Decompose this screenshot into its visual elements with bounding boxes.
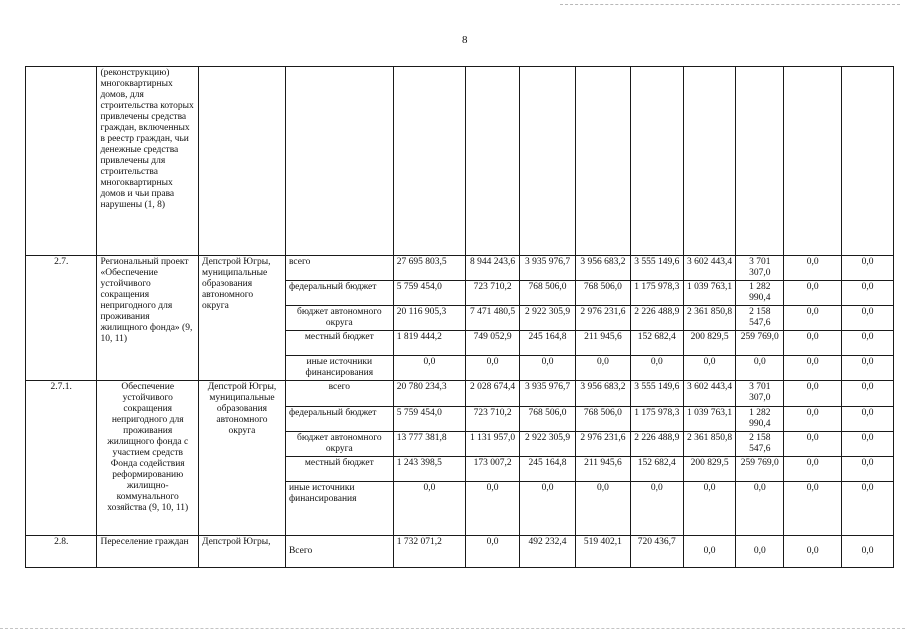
funding-source: иные источники финансирования xyxy=(285,482,393,536)
year-value: 0,0 xyxy=(842,381,894,407)
executor: Депстрой Югры, муниципальные образования автономного округа xyxy=(198,256,285,381)
year-value: 8 944 243,6 xyxy=(466,256,520,281)
year-value: 200 829,5 xyxy=(683,457,736,482)
total-value: 1 732 071,2 xyxy=(393,536,466,568)
year-value: 2 226 488,9 xyxy=(630,306,683,331)
year-value: 2 028 674,4 xyxy=(466,381,520,407)
year-value: 152 682,4 xyxy=(630,331,683,356)
year-value: 1 131 957,0 xyxy=(466,432,520,457)
row-number: 2.8. xyxy=(26,536,97,568)
year-value: 0,0 xyxy=(842,432,894,457)
total-value: 27 695 803,5 xyxy=(393,256,466,281)
year-value: 211 945,6 xyxy=(575,331,630,356)
year-value: 0,0 xyxy=(842,256,894,281)
cell-source xyxy=(285,67,393,256)
page-number: 8 xyxy=(462,34,468,46)
cell-num xyxy=(26,67,97,256)
funding-source: Всего xyxy=(285,536,393,568)
year-value: 768 506,0 xyxy=(575,407,630,432)
year-value: 2 158 547,6 xyxy=(736,432,784,457)
budget-table xyxy=(25,66,894,568)
funding-source: федеральный бюджет xyxy=(285,281,393,306)
funding-source: местный бюджет xyxy=(285,331,393,356)
cell-year xyxy=(736,67,784,256)
total-value: 0,0 xyxy=(393,356,466,381)
total-value: 1 243 398,5 xyxy=(393,457,466,482)
year-value: 492 232,4 xyxy=(520,536,576,568)
funding-source: всего xyxy=(285,256,393,281)
year-value: 3 555 149,6 xyxy=(630,256,683,281)
year-value: 2 922 305,9 xyxy=(520,306,576,331)
year-value: 0,0 xyxy=(784,381,842,407)
year-value: 768 506,0 xyxy=(520,281,576,306)
cell-year xyxy=(784,67,842,256)
year-value: 0,0 xyxy=(683,356,736,381)
year-value: 3 555 149,6 xyxy=(630,381,683,407)
year-value: 3 935 976,7 xyxy=(520,381,576,407)
year-value: 0,0 xyxy=(784,536,842,568)
funding-source: всего xyxy=(285,381,393,407)
year-value: 0,0 xyxy=(575,482,630,536)
year-value: 2 226 488,9 xyxy=(630,432,683,457)
year-value: 0,0 xyxy=(466,482,520,536)
year-value: 0,0 xyxy=(784,407,842,432)
year-value: 3 701 307,0 xyxy=(736,381,784,407)
cell-executor xyxy=(198,67,285,256)
project-name: Региональный проект «Обеспечение устойчивого сокращения непригодного для проживания жилищного фонда» (9, 10, 11) xyxy=(97,256,199,381)
funding-source: иные источники финансирования xyxy=(285,356,393,381)
year-value: 2 976 231,6 xyxy=(575,306,630,331)
year-value: 0,0 xyxy=(842,482,894,536)
year-value: 0,0 xyxy=(842,536,894,568)
year-value: 1 039 763,1 xyxy=(683,281,736,306)
funding-source: местный бюджет xyxy=(285,457,393,482)
year-value: 0,0 xyxy=(784,306,842,331)
year-value: 1 282 990,4 xyxy=(736,407,784,432)
row-number: 2.7. xyxy=(26,256,97,381)
year-value: 0,0 xyxy=(784,432,842,457)
year-value: 2 158 547,6 xyxy=(736,306,784,331)
year-value: 3 701 307,0 xyxy=(736,256,784,281)
year-value: 0,0 xyxy=(842,281,894,306)
year-value: 3 935 976,7 xyxy=(520,256,576,281)
year-value: 2 361 850,8 xyxy=(683,306,736,331)
year-value: 0,0 xyxy=(520,482,576,536)
year-value: 2 922 305,9 xyxy=(520,432,576,457)
year-value: 3 602 443,4 xyxy=(683,256,736,281)
total-value: 5 759 454,0 xyxy=(393,407,466,432)
year-value: 0,0 xyxy=(784,281,842,306)
cell-year xyxy=(520,67,576,256)
cell-year xyxy=(630,67,683,256)
year-value: 0,0 xyxy=(784,482,842,536)
year-value: 768 506,0 xyxy=(575,281,630,306)
year-value: 0,0 xyxy=(466,536,520,568)
project-name: Обеспечение устойчивого сокращения непригодного для проживания жилищного фонда с участием средств Фонда содействия реформированию жилищно-коммунального хозяйства (9, 10, 11) xyxy=(97,381,199,536)
year-value: 173 007,2 xyxy=(466,457,520,482)
table-row xyxy=(26,256,894,281)
total-value: 1 819 444,2 xyxy=(393,331,466,356)
total-value: 0,0 xyxy=(393,482,466,536)
year-value: 152 682,4 xyxy=(630,457,683,482)
year-value: 3 956 683,2 xyxy=(575,256,630,281)
table-row xyxy=(26,381,894,407)
year-value: 0,0 xyxy=(575,356,630,381)
year-value: 0,0 xyxy=(784,457,842,482)
year-value: 0,0 xyxy=(784,256,842,281)
cell-year xyxy=(466,67,520,256)
cell-year xyxy=(842,67,894,256)
year-value: 0,0 xyxy=(630,356,683,381)
year-value: 0,0 xyxy=(683,482,736,536)
scan-artifact-top xyxy=(560,4,900,6)
year-value: 1 175 978,3 xyxy=(630,281,683,306)
year-value: 211 945,6 xyxy=(575,457,630,482)
year-value: 259 769,0 xyxy=(736,331,784,356)
year-value: 7 471 480,5 xyxy=(466,306,520,331)
total-value: 20 116 905,3 xyxy=(393,306,466,331)
total-value: 20 780 234,3 xyxy=(393,381,466,407)
year-value: 200 829,5 xyxy=(683,331,736,356)
year-value: 0,0 xyxy=(736,482,784,536)
year-value: 3 602 443,4 xyxy=(683,381,736,407)
year-value: 0,0 xyxy=(842,356,894,381)
year-value: 1 039 763,1 xyxy=(683,407,736,432)
cell-name: (реконструкцию) многоквартирных домов, для строительства которых привлечены средства граждан, включенных в реестр граждан, чьи денежные средства привлечены для строительства многоквартирных домов и чьи права нарушены (1, 8) xyxy=(97,67,199,256)
year-value: 720 436,7 xyxy=(630,536,683,568)
total-value: 13 777 381,8 xyxy=(393,432,466,457)
funding-source: бюджет автономного округа xyxy=(285,306,393,331)
year-value: 0,0 xyxy=(683,536,736,568)
cell-year xyxy=(683,67,736,256)
year-value: 0,0 xyxy=(466,356,520,381)
year-value: 1 175 978,3 xyxy=(630,407,683,432)
year-value: 768 506,0 xyxy=(520,407,576,432)
year-value: 749 052,9 xyxy=(466,331,520,356)
project-name: Переселение граждан xyxy=(97,536,199,568)
year-value: 0,0 xyxy=(842,457,894,482)
year-value: 2 361 850,8 xyxy=(683,432,736,457)
year-value: 723 710,2 xyxy=(466,407,520,432)
year-value: 0,0 xyxy=(784,331,842,356)
year-value: 723 710,2 xyxy=(466,281,520,306)
year-value: 519 402,1 xyxy=(575,536,630,568)
year-value: 0,0 xyxy=(736,356,784,381)
year-value: 3 956 683,2 xyxy=(575,381,630,407)
year-value: 0,0 xyxy=(784,356,842,381)
year-value: 0,0 xyxy=(842,306,894,331)
scan-artifact-bottom xyxy=(0,628,905,630)
total-value: 5 759 454,0 xyxy=(393,281,466,306)
year-value: 259 769,0 xyxy=(736,457,784,482)
row-number: 2.7.1. xyxy=(26,381,97,536)
year-value: 0,0 xyxy=(842,331,894,356)
executor: Депстрой Югры, xyxy=(198,536,285,568)
year-value: 0,0 xyxy=(842,407,894,432)
table-row-continuation xyxy=(26,67,894,256)
year-value: 245 164,8 xyxy=(520,457,576,482)
year-value: 1 282 990,4 xyxy=(736,281,784,306)
executor: Депстрой Югры, муниципальные образования автономного округа xyxy=(198,381,285,536)
year-value: 245 164,8 xyxy=(520,331,576,356)
cell-year xyxy=(575,67,630,256)
funding-source: бюджет автономного округа xyxy=(285,432,393,457)
funding-source: федеральный бюджет xyxy=(285,407,393,432)
table-row xyxy=(26,536,894,568)
year-value: 2 976 231,6 xyxy=(575,432,630,457)
year-value: 0,0 xyxy=(630,482,683,536)
year-value: 0,0 xyxy=(736,536,784,568)
year-value: 0,0 xyxy=(520,356,576,381)
cell-total xyxy=(393,67,466,256)
